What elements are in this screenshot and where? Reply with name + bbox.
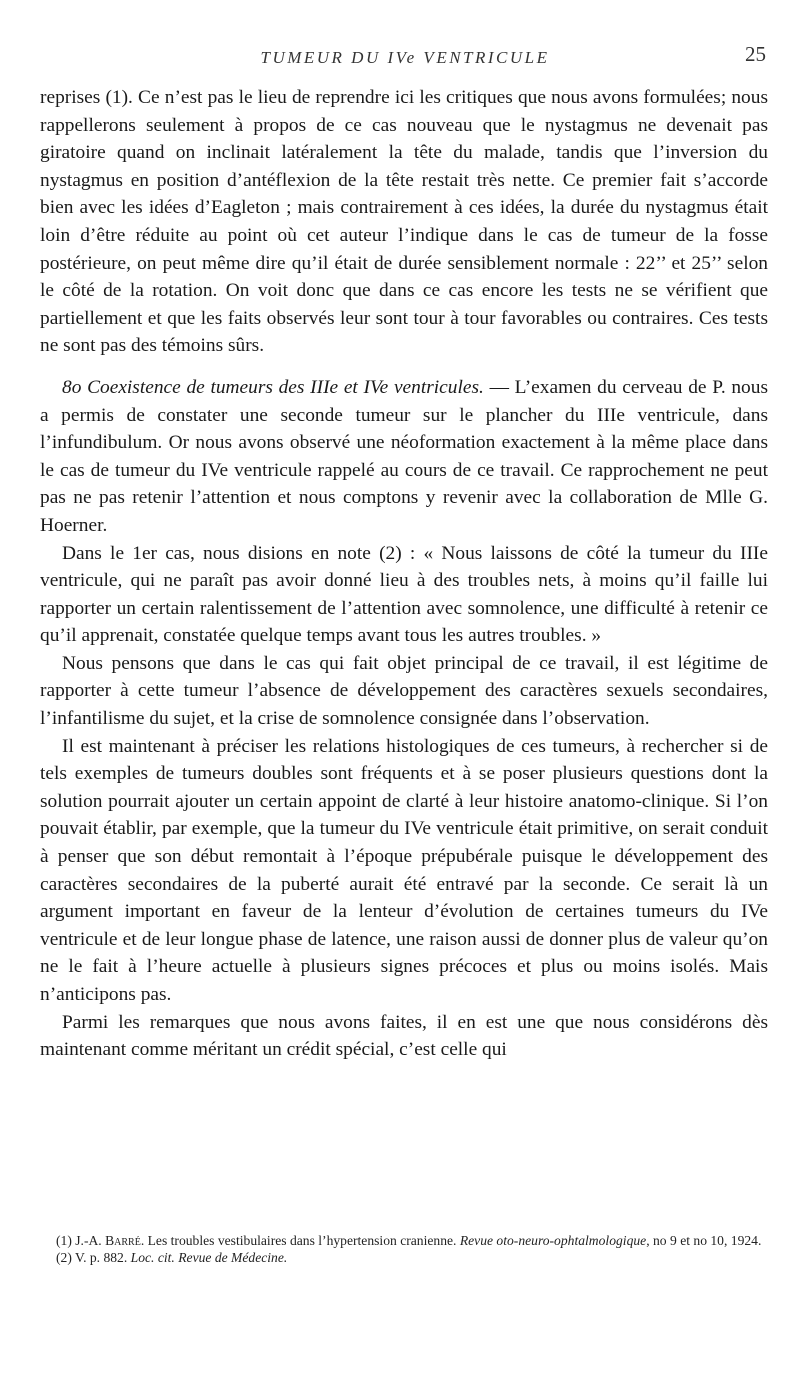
paragraph-3: Dans le 1er cas, nous disions en note (2) : « Nous laissons de côté la tumeur du IIIe ventricule, qui ne paraît pas avoir donné lieu à des troubles nets, à moins qu’il faille lui rapporter un certain ralentissement de l’attention avec somnolence, une difficulté à retenir ce qu’il apprenait, constatée quelque temps avant tous les autres troubles. »	[40, 542, 768, 647]
running-head	[40, 42, 770, 76]
footnote-2	[56, 1249, 768, 1266]
body-text	[40, 84, 768, 1064]
paragraph-2	[40, 374, 768, 540]
footnotes	[56, 1232, 768, 1266]
paragraph-6: Parmi les remarques que nous avons faites, il en est une que nous considérons dès maintenant comme méritant un crédit spécial, c’est celle qui	[40, 1011, 768, 1061]
page-number: 25	[745, 42, 766, 66]
paragraph-1: reprises (1). Ce n’est pas le lieu de reprendre ici les critiques que nous avons formulées; nous rappellerons seulement à propos de ce cas nouveau que le nystagmus ne devenait pas giratoire quand on inclinait latéralement la tête du malade, tandis que l’inversion du nystagmus en position d’antéflexion de la tête restait très nette. Ce premier fait s’accorde bien avec les idées d’Eagleton ; mais contrairement à ces idées, la durée du nystagmus était loin d’être réduite au point où cet auteur l’indique dans le cas de tumeur de la fosse postérieure, on peut même dire qu’il était de durée sensiblement normale : 22’’ et 25’’ selon le côté de la rotation. On voit donc que dans ce cas encore les tests ne se vérifient que partiellement et que les faits observés leur sont tour à tour favorables ou contraires. Ces tests ne sont pas des témoins sûrs.	[40, 87, 768, 357]
paragraph-2-text: — L’examen du cerveau de P. nous a permis de constater une seconde tumeur sur le plancher du IIIe ventricule, dans l’infundibulum. Or nous avons observé une néoformation exactement à la même place dans le cas de tumeur du IVe ventricule rappelé au cours de ce travail. Ce rapprochement ne peut pas ne pas retenir l’attention et nous comptons y revenir avec la collaboration de Mlle G. Hoerner.	[40, 376, 768, 536]
section-heading: 8o Coexistence de tumeurs des IIIe et IVe ventricules.	[62, 376, 484, 398]
footnote-1-text: Les troubles vestibulaires dans l’hypertension cranienne.	[144, 1233, 460, 1248]
footnote-1	[56, 1232, 768, 1249]
footnote-2-text: V. p. 882.	[71, 1250, 131, 1265]
paragraph-5: Il est maintenant à préciser les relations histologiques de ces tumeurs, à rechercher si de tels exemples de tumeurs doubles sont fréquents et à se poser plusieurs questions dont la solution pourrait ajouter un certain appoint de clarté à leur histoire anatomo-clinique. Si l’on pouvait établir, par exemple, que la tumeur du IVe ventricule était primitive, on serait conduit à penser que son début remontait à l’époque prépubérale puisque le développement des caractères secondaires de la puberté aurait été entravé par la seconde. Ce serait là un argument important en faveur de la lenteur d’évolution de certaines tumeurs du IVe ventricule et de leur longue phase de latence, une raison aussi de donner plus de valeur qu’on ne le fait à l’heure actuelle à plusieurs signes précoces et plus ou moins isolés. Mais n’anticipons pas.	[40, 735, 768, 1005]
paragraph-4: Nous pensons que dans le cas qui fait objet principal de ce travail, il est légitime de rapporter à cette tumeur l’absence de développement des caractères sexuels secondaires, l’infantilisme du sujet, et la crise de somnolence consignée dans l’observation.	[40, 652, 768, 730]
footnote-1-journal: Revue oto-neuro-ophtalmologique	[459, 1233, 647, 1248]
running-title: TUMEUR DU IVe VENTRICULE	[260, 48, 550, 67]
footnote-1-issue: , no 9 et no 10, 1924.	[646, 1233, 762, 1248]
footnote-1-author: J.-A. Barré.	[75, 1233, 145, 1248]
footnote-2-ref: Loc. cit. Revue de Médecine.	[130, 1250, 288, 1265]
footnote-2-mark: (2)	[56, 1250, 72, 1265]
footnote-1-mark: (1)	[56, 1233, 72, 1248]
